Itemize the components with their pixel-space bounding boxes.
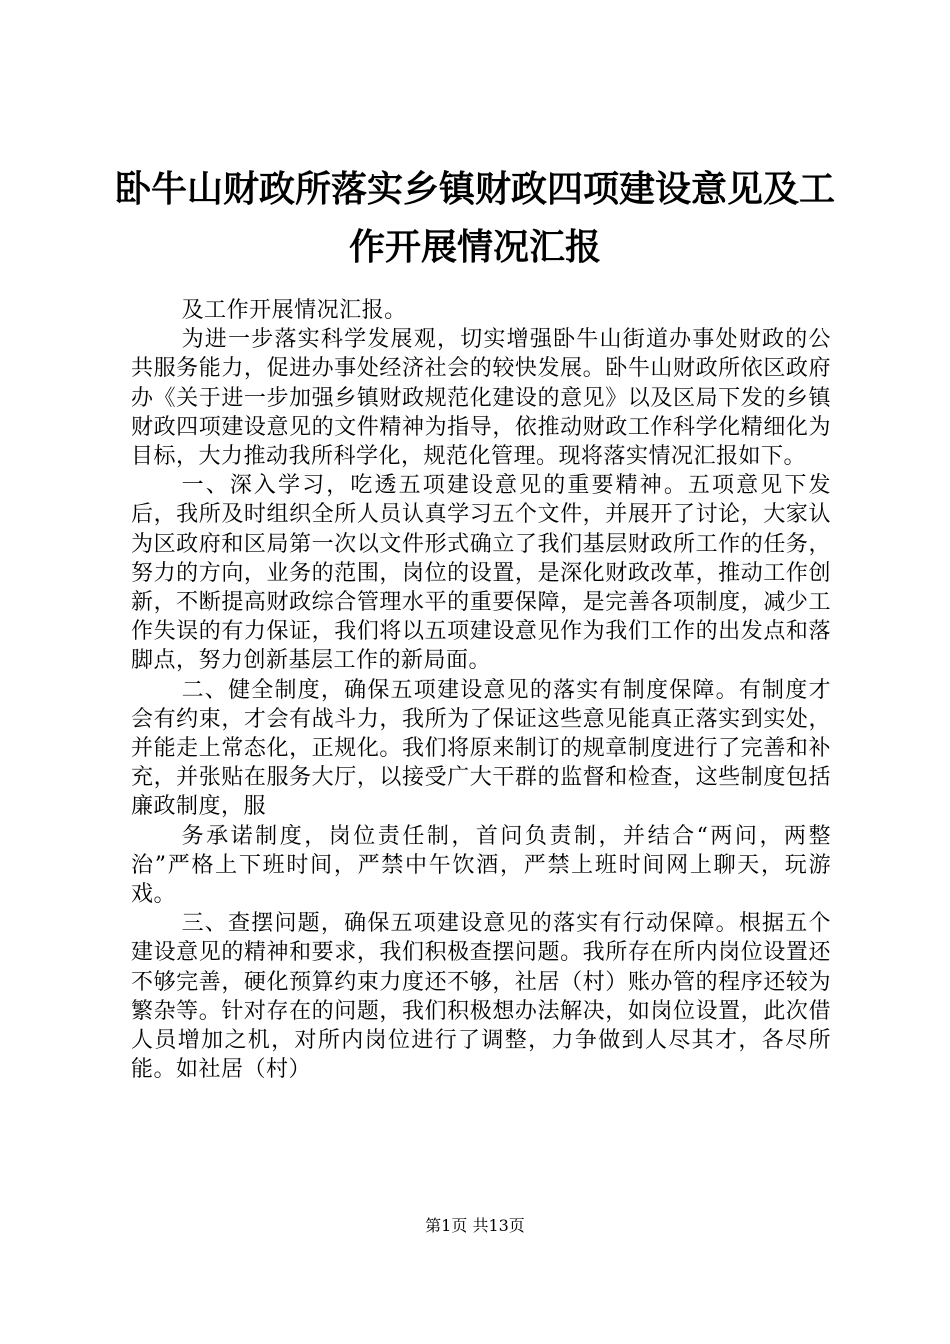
document-title-line-2: 作开展情况汇报 xyxy=(348,226,601,268)
document-body xyxy=(131,296,831,1084)
body-paragraph-3: 一、深入学习，吃透五项建设意见的重要精神。五项意见下发后，我所及时组织全所人员认真学习五个文件，并展开了讨论，大家认为区政府和区局第一次以文件形式确立了我们基层财政所工作的任务，努力的方向，业务的范围，岗位的设置，是深化财政改革，推动工作创新，不断提高财政综合管理水平的重要保障，是完善各项制度，减少工作失误的有力保证，我们将以五项建设意见作为我们工作的出发点和落脚点，努力创新基层工作的新局面。 xyxy=(131,473,831,674)
body-paragraph-6: 三、查摆问题，确保五项建设意见的落实有行动保障。根据五个建设意见的精神和要求，我们积极查摆问题。我所存在所内岗位设置还不够完善，硬化预算约束力度还不够，社居（村）账办管的程序还较为繁杂等。针对存在的问题，我们积极想办法解决，如岗位设置，此次借人员增加之机，对所内岗位进行了调整，力争做到人尽其才，各尽所能。如社居（村） xyxy=(131,911,831,1083)
document-title xyxy=(60,160,890,276)
document-title-line-1: 卧牛山财政所落实乡镇财政四项建设意见及工 xyxy=(114,168,835,210)
body-paragraph-1: 及工作开展情况汇报。 xyxy=(181,298,407,323)
body-paragraph-4: 二、健全制度，确保五项建设意见的落实有制度保障。有制度才会有约束，才会有战斗力，我所为了保证这些意见能真正落实到实处，并能走上常态化，正规化。我们将原来制订的规章制度进行了完善和补充，并张贴在服务大厅，以接受广大干群的监督和检查，这些制度包括廉政制度，服 xyxy=(131,677,831,820)
body-paragraph-2: 为进一步落实科学发展观，切实增强卧牛山街道办事处财政的公共服务能力，促进办事处经济社会的较快发展。卧牛山财政所依区政府办《关于进一步加强乡镇财政规范化建设的意见》以及区局下发的乡镇财政四项建设意见的文件精神为指导，依推动财政工作科学化精细化为目标，大力推动我所科学化，规范化管理。现将落实情况汇报如下。 xyxy=(131,327,831,470)
body-paragraph-5: 务承诺制度，岗位责任制，首问负责制，并结合“两问，两整治”严格上下班时间，严禁中午饮酒，严禁上班时间网上聊天，玩游戏。 xyxy=(131,823,831,908)
page-number-footer: 第1页 共13页 xyxy=(425,1216,525,1235)
